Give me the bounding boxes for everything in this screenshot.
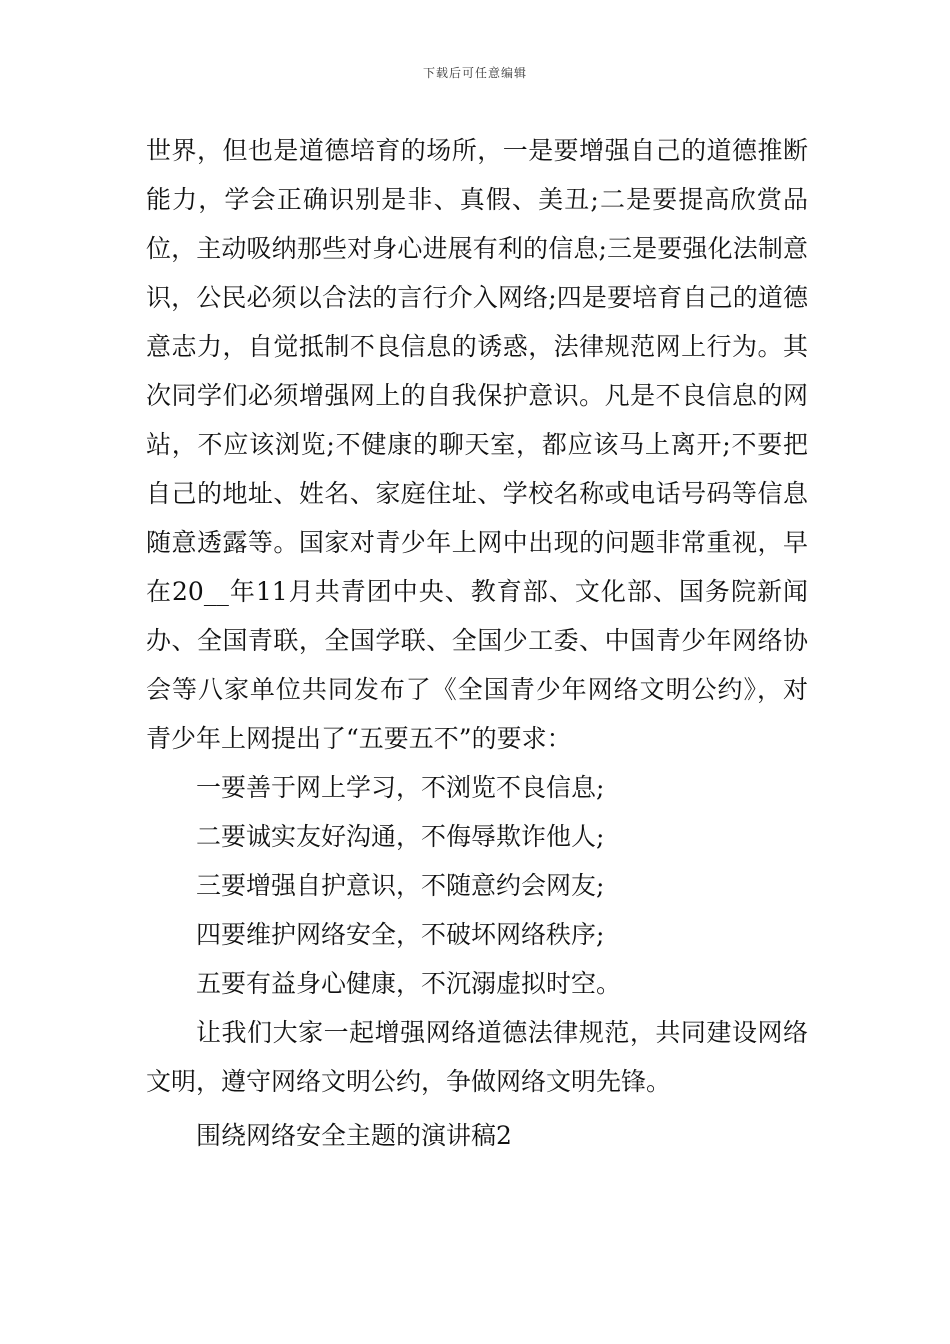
- list-item: 三要增强自护意识，不随意约会网友;: [196, 871, 605, 900]
- main-paragraph: 世界，但也是道德培育的场所，一是要增强自己的道德推断能力，学会正确识别是非、真假、美丑;二是要提高欣赏品位，主动吸纳那些对身心进展有利的信息;三是要强化法制意识，公民必须以合法的言行介入网络;四是要培育自己的道德意志力，自觉抵制不良信息的诱惑，法律规范网上行为。其次同学们必须增强网上的自我保护意识。凡是不良信息的网站，不应该浏览;不健康的聊天室，都应该马上离开;不要把自己的地址、姓名、家庭住址、学校名称或电话号码等信息随意透露等。国家对青少年上网中出现的问题非常重视，早在20__年11月共青团中央、教育部、文化部、国务院新闻办、全国青联，全国学联、全国少工委、中国青少年网络协会等八家单位共同发布了《全国青少年网络文明公约》，对青少年上网提出了“五要五不”的要求：: [146, 136, 808, 753]
- document-body: [146, 126, 808, 1160]
- list-item: 二要诚实友好沟通，不侮辱欺诈他人;: [196, 822, 605, 851]
- next-section-title: 围绕网络安全主题的演讲稿2: [196, 1121, 512, 1150]
- page-header: 下载后可任意编辑: [422, 66, 527, 80]
- closing-paragraph: 让我们大家一起增强网络道德法律规范，共同建设网络文明，遵守网络文明公约，争做网络文明先锋。: [146, 1018, 808, 1096]
- requirements-list: [146, 763, 808, 1008]
- list-item: 一要善于网上学习，不浏览不良信息;: [196, 773, 605, 802]
- list-item: 五要有益身心健康，不沉溺虚拟时空。: [196, 969, 622, 998]
- list-item: 四要维护网络安全，不破坏网络秩序;: [196, 920, 605, 949]
